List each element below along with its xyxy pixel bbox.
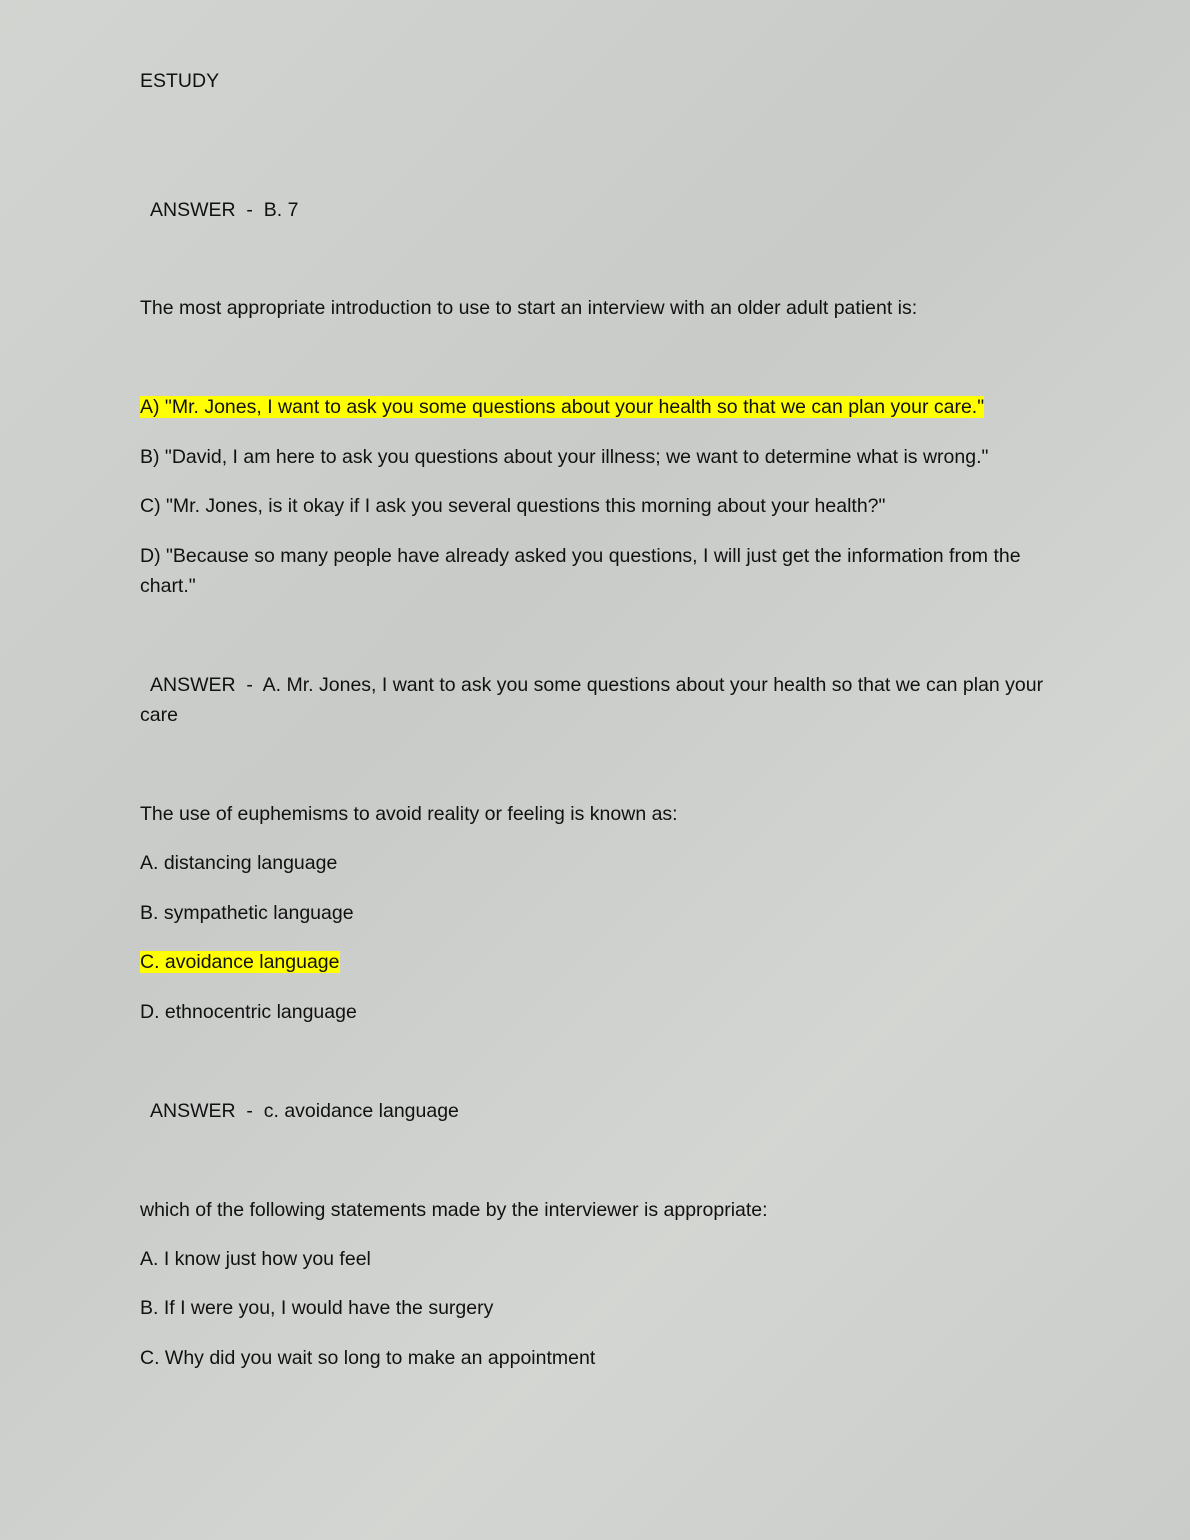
- q1-option-c: C) "Mr. Jones, is it okay if I ask you several questions this morning about your health?": [140, 495, 886, 517]
- q2-question: The use of euphemisms to avoid reality or feeling is known as:: [140, 803, 678, 825]
- q3-option-b: B. If I were you, I would have the surgery: [140, 1297, 494, 1319]
- q2-option-c-highlight: C. avoidance language: [140, 951, 340, 973]
- q2-answer: ANSWER - c. avoidance language: [150, 1100, 459, 1122]
- q1-answer: ANSWER - A. Mr. Jones, I want to ask you some questions about your health so that we can plan your care: [140, 674, 1049, 726]
- q1-option-d: D) "Because so many people have already asked you questions, I will just get the information from the chart.": [140, 545, 1021, 597]
- q1-option-b: B) "David, I am here to ask you questions about your illness; we want to determine what is wrong.": [140, 446, 989, 468]
- previous-answer: ANSWER - B. 7: [150, 199, 299, 221]
- q3-option-c: C. Why did you wait so long to make an appointment: [140, 1347, 596, 1369]
- q1-question: The most appropriate introduction to use to start an interview with an older adult patient is:: [140, 297, 918, 319]
- q2-option-c: [140, 947, 340, 977]
- page-title: ESTUDY: [140, 70, 220, 92]
- q2-option-d: D. ethnocentric language: [140, 1001, 357, 1023]
- q2-option-a: A. distancing language: [140, 852, 338, 874]
- q3-option-a: A. I know just how you feel: [140, 1248, 371, 1270]
- q1-option-a-highlight: A) "Mr. Jones, I want to ask you some questions about your health so that we can plan your care.": [140, 396, 985, 418]
- q1-option-a: [140, 392, 984, 422]
- q3-question: which of the following statements made by the interviewer is appropriate:: [140, 1199, 768, 1221]
- q2-option-b: B. sympathetic language: [140, 902, 354, 924]
